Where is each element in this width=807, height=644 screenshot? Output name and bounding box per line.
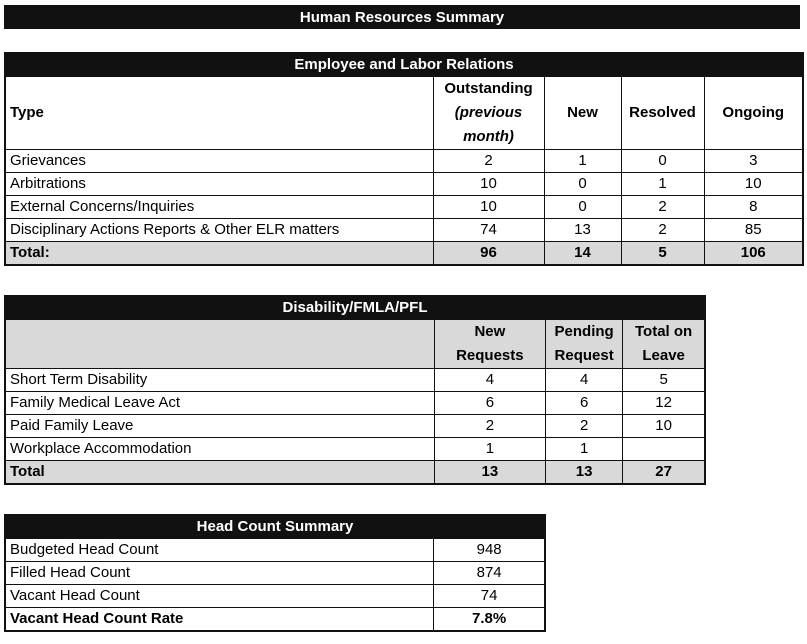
fmla-header-leave-line1: Total on [635, 323, 693, 340]
headcount-table [4, 514, 546, 632]
fmla-row-new: 2 [434, 415, 545, 438]
fmla-total-row [5, 461, 705, 485]
elr-header-outstanding [433, 77, 544, 150]
elr-row-outstanding: 74 [433, 219, 544, 242]
fmla-row-pending: 6 [546, 392, 623, 415]
fmla-total-pending: 13 [546, 461, 623, 485]
elr-row-resolved: 1 [621, 173, 704, 196]
headcount-rate-row [5, 608, 545, 632]
headcount-rate-value: 7.8% [434, 608, 545, 632]
headcount-row-value: 948 [434, 539, 545, 562]
elr-row-outstanding: 10 [433, 196, 544, 219]
headcount-row-label: Budgeted Head Count [5, 539, 434, 562]
fmla-total-leave: 27 [623, 461, 705, 485]
elr-row-resolved: 0 [621, 150, 704, 173]
elr-row-type: External Concerns/Inquiries [5, 196, 433, 219]
fmla-header-new-line1: New [474, 323, 506, 340]
headcount-row-label: Filled Head Count [5, 562, 434, 585]
fmla-row-new: 6 [434, 392, 545, 415]
elr-header-outstanding-label: Outstanding [444, 80, 533, 97]
table-row [5, 173, 803, 196]
table-row [5, 415, 705, 438]
table-row [5, 539, 545, 562]
elr-row-new: 1 [544, 150, 621, 173]
fmla-row-new: 1 [434, 438, 545, 461]
elr-row-type: Disciplinary Actions Reports & Other ELR matters [5, 219, 433, 242]
table-row [5, 392, 705, 415]
elr-header-resolved: Resolved [621, 77, 704, 150]
table-row [5, 438, 705, 461]
fmla-row-type: Short Term Disability [5, 369, 434, 392]
fmla-row-type: Paid Family Leave [5, 415, 434, 438]
elr-row-outstanding: 10 [433, 173, 544, 196]
headcount-title: Head Count Summary [5, 515, 545, 539]
elr-header-type: Type [5, 77, 433, 150]
elr-row-ongoing: 8 [704, 196, 803, 219]
fmla-table [4, 295, 706, 485]
elr-row-ongoing: 10 [704, 173, 803, 196]
elr-row-outstanding: 2 [433, 150, 544, 173]
fmla-row-type: Family Medical Leave Act [5, 392, 434, 415]
table-row [5, 369, 705, 392]
elr-total-ongoing: 106 [704, 242, 803, 266]
table-row [5, 150, 803, 173]
elr-total-resolved: 5 [621, 242, 704, 266]
fmla-title: Disability/FMLA/PFL [5, 296, 705, 320]
elr-table [4, 52, 804, 266]
table-row [5, 585, 545, 608]
elr-header-outstanding-sub2: month) [463, 128, 514, 145]
table-row [5, 219, 803, 242]
table-row [5, 196, 803, 219]
fmla-header-new [434, 320, 545, 369]
elr-row-new: 13 [544, 219, 621, 242]
elr-row-ongoing: 3 [704, 150, 803, 173]
fmla-header-new-line2: Requests [456, 347, 524, 364]
elr-row-type: Arbitrations [5, 173, 433, 196]
fmla-row-pending: 4 [546, 369, 623, 392]
elr-row-new: 0 [544, 173, 621, 196]
elr-header-outstanding-sub1: (previous [454, 104, 523, 121]
fmla-header-pending [546, 320, 623, 369]
fmla-header-leave [623, 320, 705, 369]
headcount-row-label: Vacant Head Count [5, 585, 434, 608]
headcount-row-value: 74 [434, 585, 545, 608]
elr-total-row [5, 242, 803, 266]
fmla-row-leave: 12 [623, 392, 705, 415]
fmla-header-pending-line2: Request [554, 347, 614, 364]
elr-total-label: Total: [5, 242, 433, 266]
fmla-row-new: 4 [434, 369, 545, 392]
elr-row-new: 0 [544, 196, 621, 219]
elr-total-new: 14 [544, 242, 621, 266]
headcount-rate-label: Vacant Head Count Rate [5, 608, 434, 632]
fmla-total-new: 13 [434, 461, 545, 485]
elr-row-ongoing: 85 [704, 219, 803, 242]
fmla-row-leave [623, 438, 705, 461]
elr-total-outstanding: 96 [433, 242, 544, 266]
fmla-header-leave-line2: Leave [642, 347, 685, 364]
fmla-row-pending: 2 [546, 415, 623, 438]
table-row [5, 562, 545, 585]
fmla-row-leave: 5 [623, 369, 705, 392]
elr-header-new: New [544, 77, 621, 150]
elr-row-type: Grievances [5, 150, 433, 173]
fmla-row-type: Workplace Accommodation [5, 438, 434, 461]
elr-header-ongoing: Ongoing [704, 77, 803, 150]
page-title: Human Resources Summary [4, 5, 800, 29]
elr-row-resolved: 2 [621, 196, 704, 219]
headcount-row-value: 874 [434, 562, 545, 585]
fmla-header-type [5, 320, 434, 369]
fmla-total-label: Total [5, 461, 434, 485]
fmla-row-pending: 1 [546, 438, 623, 461]
fmla-row-leave: 10 [623, 415, 705, 438]
elr-title: Employee and Labor Relations [5, 53, 803, 77]
elr-row-resolved: 2 [621, 219, 704, 242]
fmla-header-pending-line1: Pending [554, 323, 614, 340]
